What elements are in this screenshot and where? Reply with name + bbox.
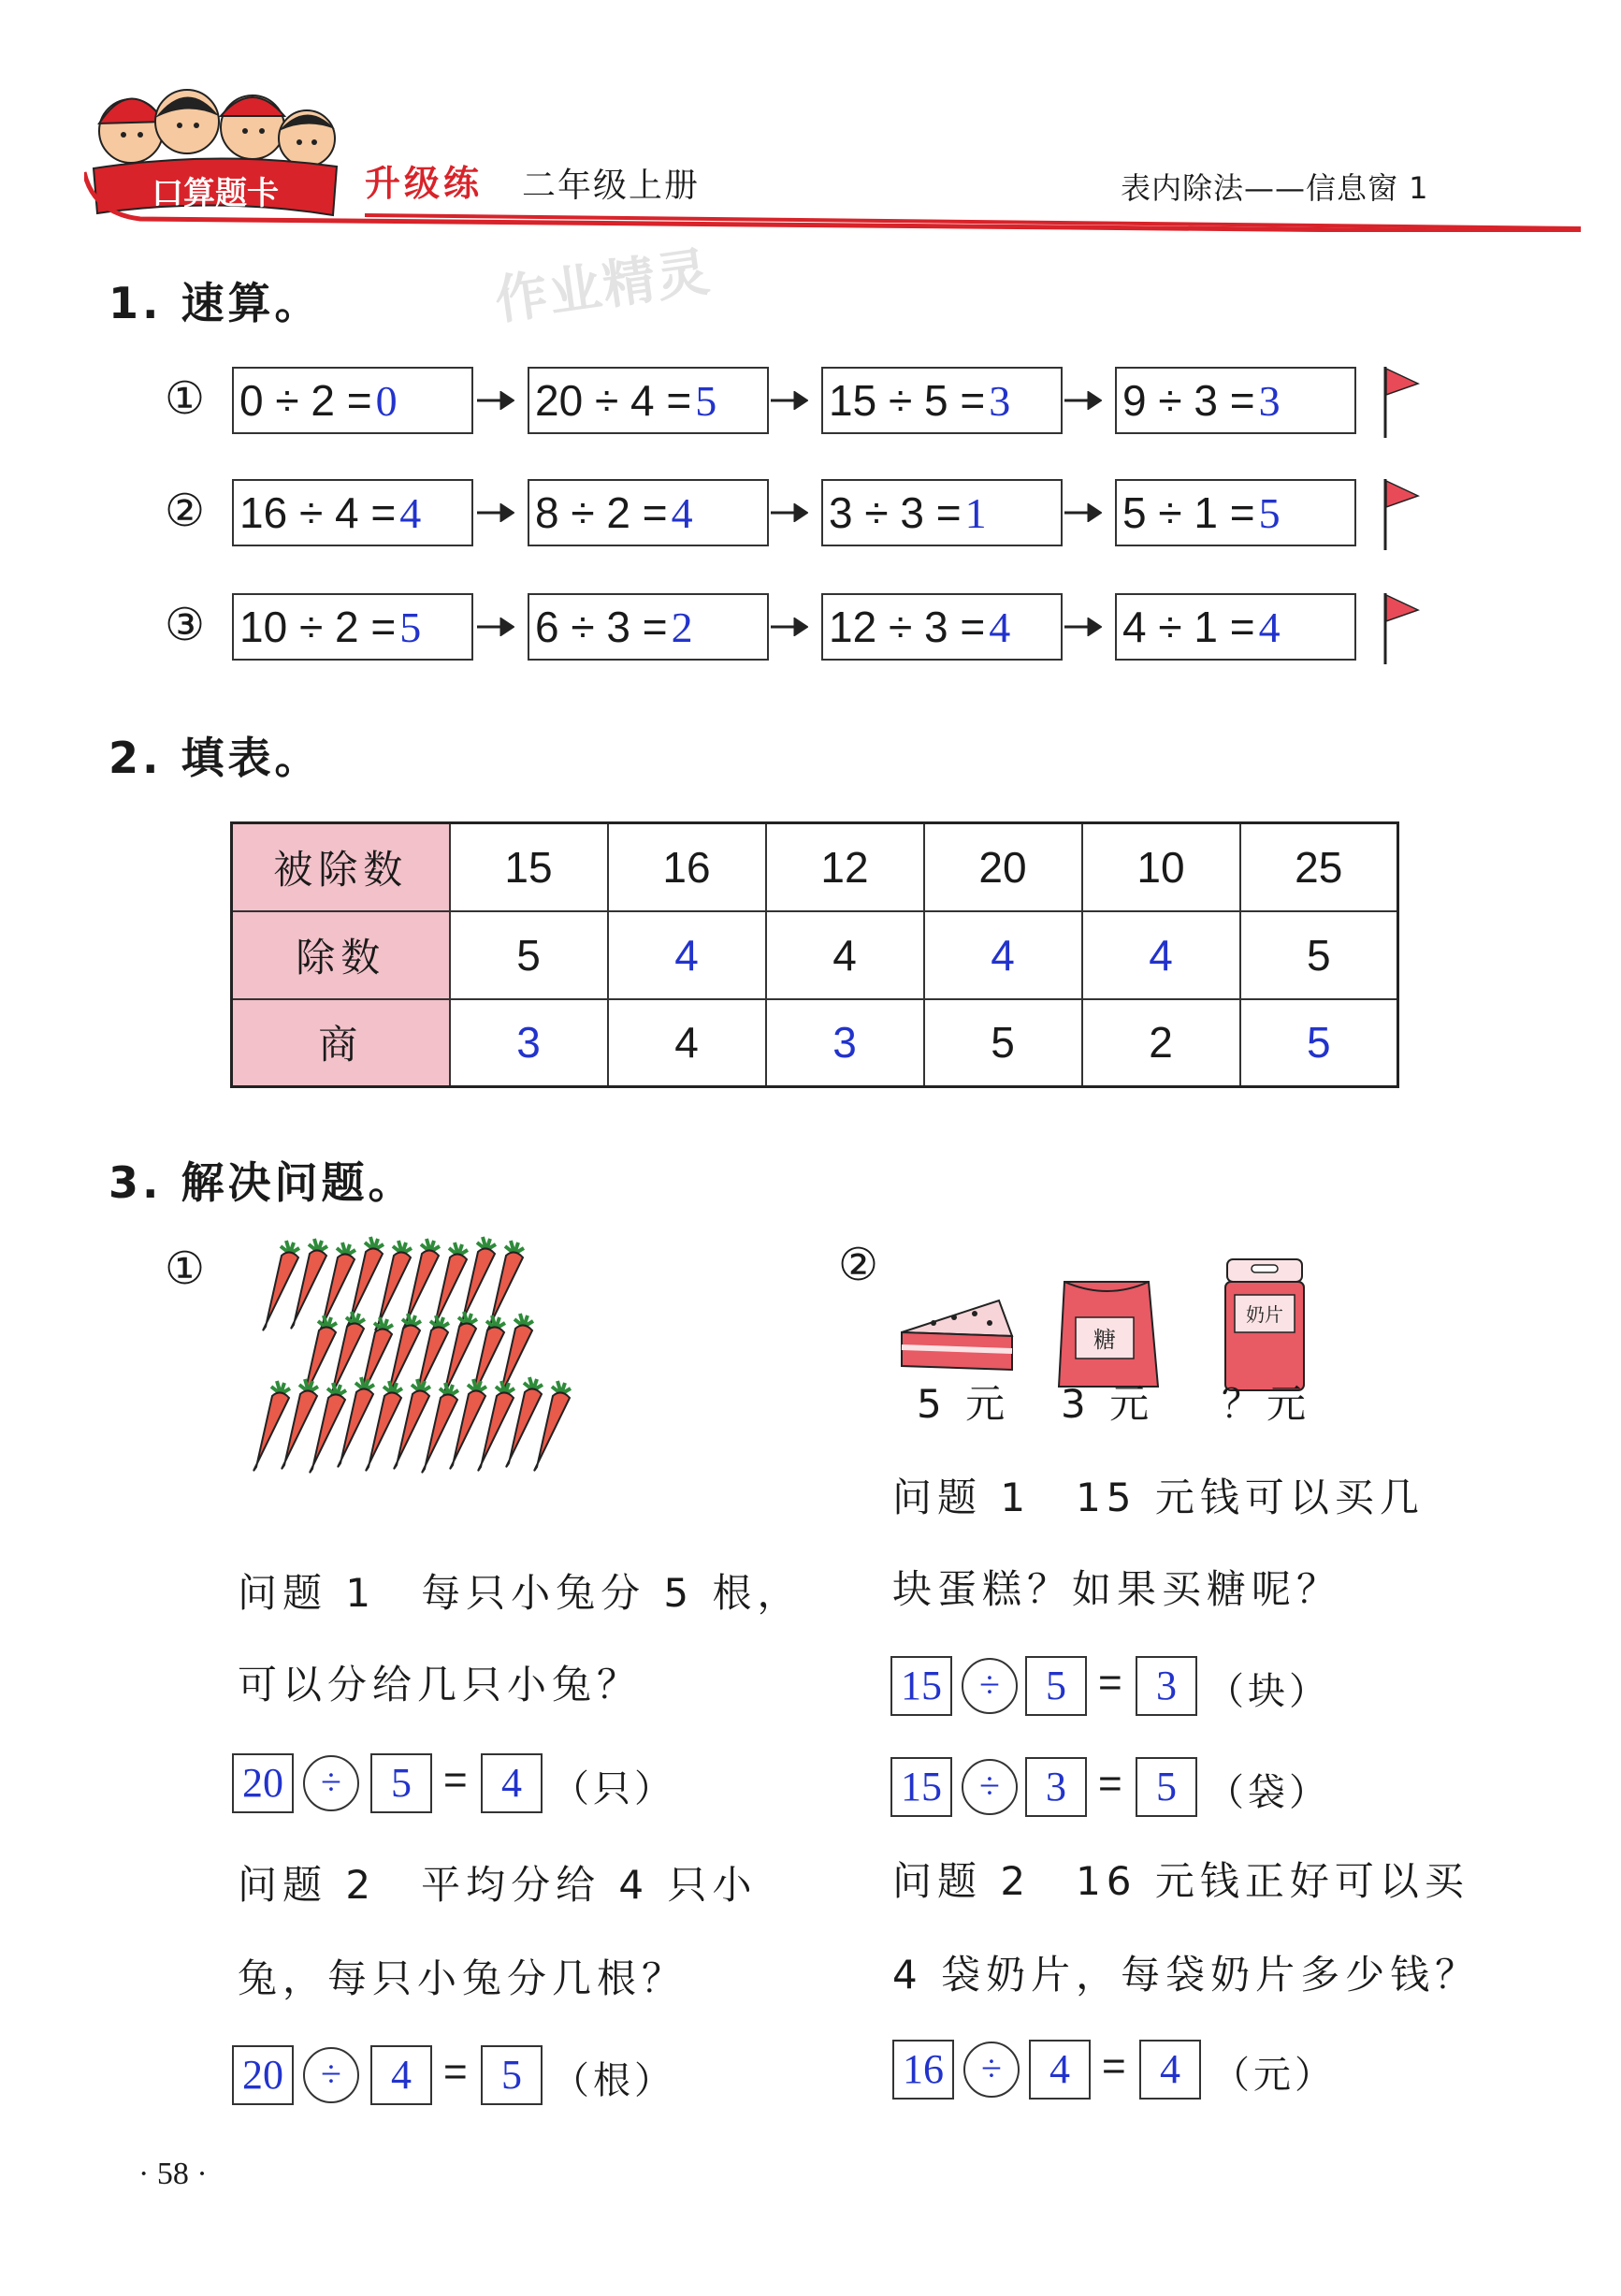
table-cell: 12 [766, 823, 924, 911]
calc-expr: 5 ÷ 1 = [1122, 488, 1255, 537]
candy-bag-icon [1051, 1272, 1164, 1394]
arrow-right-icon [477, 503, 514, 522]
calc-answer: 5 [1258, 489, 1281, 537]
calc-answer: 0 [375, 377, 398, 425]
table-row [232, 999, 1398, 1087]
calc-box [1115, 593, 1356, 661]
calc-answer: 2 [671, 603, 693, 651]
table-cell-answer: 4 [608, 911, 766, 999]
table-cell-answer: 5 [1240, 999, 1398, 1087]
calc-box [232, 593, 473, 661]
answer-box: 4 [481, 1753, 543, 1813]
calc-box [528, 479, 769, 546]
table-cell: 5 [450, 911, 608, 999]
row-mark: ② [165, 485, 206, 537]
calc-expr: 0 ÷ 2 = [239, 376, 372, 425]
equals-sign: = [1098, 1761, 1122, 1807]
book-grade: 二年级上册 [522, 167, 701, 205]
p1-question1-line2: 可以分给几只小兔？ [238, 1662, 643, 1707]
calc-box [232, 479, 473, 546]
answer-box: 4 [370, 2045, 432, 2105]
watermark: 作业精灵 [491, 241, 716, 332]
price-cake: 5 元 [917, 1381, 1011, 1427]
equals-sign: = [443, 1757, 468, 1803]
unit-label: （根） [552, 2059, 675, 2102]
divide-operator: ÷ [303, 1755, 359, 1811]
calc-box [1115, 367, 1356, 434]
answer-box: 16 [892, 2040, 954, 2100]
calc-answer: 4 [1258, 603, 1281, 651]
arrow-right-icon [771, 391, 808, 410]
milk-tablets-icon [1218, 1256, 1311, 1396]
table-cell: 16 [608, 823, 766, 911]
arrow-right-icon [1064, 503, 1102, 522]
page-number: · 58 · [138, 2157, 208, 2191]
divide-operator: ÷ [303, 2047, 359, 2103]
unit-label: （袋） [1207, 1771, 1330, 1814]
section2-title: 2. 填表。 [109, 733, 322, 783]
table-cell: 10 [1082, 823, 1240, 911]
calc-expr: 9 ÷ 3 = [1122, 376, 1255, 425]
logo-text: 口算题卡 [152, 175, 279, 212]
table-cell: 5 [924, 999, 1082, 1087]
table-cell-answer: 3 [766, 999, 924, 1087]
arrow-right-icon [477, 391, 514, 410]
row-mark: ① [165, 372, 206, 425]
table-cell: 20 [924, 823, 1082, 911]
calc-answer: 4 [989, 603, 1011, 651]
p1-question2-line1: 问题 2 平均分给 4 只小 [238, 1862, 758, 1908]
p2-question1-line2: 块蛋糕？如果买糖呢？ [892, 1566, 1342, 1612]
p2-question2-line2: 4 袋奶片，每袋奶片多少钱？ [892, 1952, 1481, 1998]
row-header: 被除数 [232, 823, 450, 911]
p2-question1-line1: 问题 1 15 元钱可以买几 [892, 1475, 1425, 1520]
answer-box: 15 [890, 1656, 952, 1716]
calc-answer: 5 [399, 603, 422, 651]
table-cell-answer: 3 [450, 999, 608, 1087]
arrow-right-icon [1064, 618, 1102, 636]
calc-answer: 4 [399, 489, 422, 537]
calc-expr: 4 ÷ 1 = [1122, 603, 1255, 651]
answer-box: 3 [1025, 1757, 1087, 1817]
row-header: 除数 [232, 911, 450, 999]
answer-box: 5 [481, 2045, 543, 2105]
cake-icon [896, 1295, 1018, 1379]
answer-box: 4 [1139, 2040, 1201, 2100]
calc-expr: 15 ÷ 5 = [829, 376, 986, 425]
milk-label: 奶片 [1246, 1303, 1283, 1326]
calc-box [1115, 479, 1356, 546]
fill-table [230, 821, 1399, 1088]
calc-box [528, 593, 769, 661]
arrow-right-icon [771, 503, 808, 522]
problem1-mark: ① [165, 1242, 206, 1295]
calc-expr: 20 ÷ 4 = [535, 376, 692, 425]
p1-question2-line2: 兔，每只小兔分几根？ [238, 1955, 687, 2001]
answer-box: 4 [1029, 2040, 1091, 2100]
calc-answer: 4 [671, 489, 693, 537]
table-cell: 2 [1082, 999, 1240, 1087]
calc-answer: 1 [964, 489, 987, 537]
answer-box: 20 [232, 1753, 294, 1813]
unit-label: （只） [552, 1767, 675, 1810]
table-cell: 15 [450, 823, 608, 911]
flag-icon [1382, 477, 1420, 550]
chapter-topic: 表内除法——信息窗 1 [1121, 170, 1429, 206]
calc-expr: 12 ÷ 3 = [829, 603, 986, 651]
calc-box [232, 367, 473, 434]
calc-answer: 3 [1258, 377, 1281, 425]
unit-label: （块） [1207, 1670, 1330, 1713]
divide-operator: ÷ [962, 1759, 1018, 1815]
equals-sign: = [443, 2049, 468, 2095]
equals-sign: = [1098, 1660, 1122, 1706]
arrow-right-icon [1064, 391, 1102, 410]
table-cell: 4 [766, 911, 924, 999]
table-cell: 4 [608, 999, 766, 1087]
divide-operator: ÷ [963, 2042, 1020, 2098]
price-milk: ？元 [1222, 1381, 1312, 1427]
arrow-right-icon [477, 618, 514, 636]
calc-expr: 3 ÷ 3 = [829, 488, 962, 537]
calc-expr: 10 ÷ 2 = [239, 603, 397, 651]
price-candy: 3 元 [1061, 1381, 1155, 1427]
answer-box: 5 [1025, 1656, 1087, 1716]
problem2-mark: ② [838, 1239, 879, 1291]
table-cell-answer: 4 [1082, 911, 1240, 999]
table-row [232, 823, 1398, 911]
row-mark: ③ [165, 599, 206, 651]
calc-expr: 16 ÷ 4 = [239, 488, 397, 537]
equals-sign: = [1102, 2043, 1126, 2089]
section1-title: 1. 速算。 [109, 278, 322, 328]
flag-icon [1382, 365, 1420, 438]
calc-expr: 6 ÷ 3 = [535, 603, 668, 651]
answer-box: 15 [890, 1757, 952, 1817]
arrow-right-icon [771, 618, 808, 636]
calc-answer: 3 [989, 377, 1011, 425]
table-cell-answer: 4 [924, 911, 1082, 999]
calc-box [821, 367, 1063, 434]
candy-label: 糖 [1093, 1327, 1116, 1353]
unit-label: （元） [1212, 2054, 1336, 2097]
calc-expr: 8 ÷ 2 = [535, 488, 668, 537]
answer-box: 5 [370, 1753, 432, 1813]
section3-title: 3. 解决问题。 [109, 1157, 415, 1208]
calc-box [528, 367, 769, 434]
answer-box: 3 [1136, 1656, 1197, 1716]
flag-icon [1382, 591, 1420, 664]
p1-question1-line1: 问题 1 每只小兔分 5 根， [238, 1570, 803, 1616]
answer-box: 5 [1136, 1757, 1197, 1817]
answer-box: 20 [232, 2045, 294, 2105]
calc-answer: 5 [695, 377, 717, 425]
calc-box [821, 479, 1063, 546]
table-cell: 25 [1240, 823, 1398, 911]
row-header: 商 [232, 999, 450, 1087]
book-series: 升级练 [365, 163, 484, 204]
table-cell: 5 [1240, 911, 1398, 999]
calc-box [821, 593, 1063, 661]
divide-operator: ÷ [962, 1658, 1018, 1714]
p2-question2-line1: 问题 2 16 元钱正好可以买 [892, 1858, 1469, 1904]
table-row [232, 911, 1398, 999]
carrots-illustration [224, 1235, 617, 1516]
